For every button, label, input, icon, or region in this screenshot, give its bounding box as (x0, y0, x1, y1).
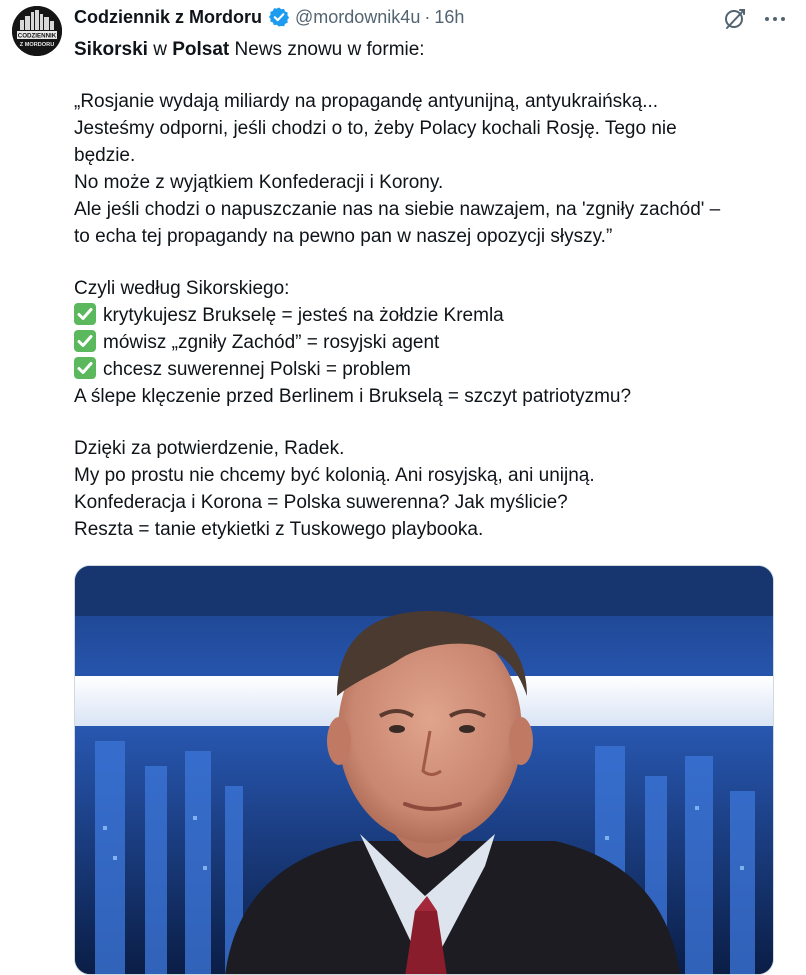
quote-line: będzie. (74, 145, 136, 166)
list-item-text: mówisz „zgniły Zachód” = rosyjski agent (103, 332, 440, 353)
tweet-header (74, 5, 464, 29)
check-mark-icon (74, 357, 96, 379)
tweet-actions (722, 6, 788, 32)
check-mark-icon (74, 303, 96, 325)
handle[interactable]: @mordownik4u (295, 6, 421, 27)
avatar-text-bottom: Z MORDORU (19, 42, 55, 48)
tweet-image[interactable] (74, 565, 774, 975)
quote-line: Jesteśmy odporni, jeśli chodzi o to, żeby Polacy kochali Rosję. Tego nie (74, 118, 677, 139)
closing-line: Reszta = tanie etykietki z Tuskowego playbooka. (74, 519, 484, 540)
closing-line: Dzięki za potwierdzenie, Radek. (74, 438, 345, 459)
avatar-text-top: CODZIENNIK (17, 32, 57, 40)
mention-sikorski: Sikorski (74, 39, 148, 60)
grok-icon[interactable] (722, 6, 748, 32)
closing-line: My po prostu nie chcemy być kolonią. Ani rosyjską, ani unijną. (74, 465, 595, 486)
quote-line: Ale jeśli chodzi o napuszczanie nas na siebie nawzajem, na 'zgniły zachód' – (74, 199, 721, 220)
quote-line: to echa tej propagandy na pewno pan w naszej opozycji słyszy.” (74, 226, 613, 247)
list-item-text: krytykujesz Brukselę = jesteś na żołdzie Kremla (103, 305, 504, 326)
intro-rest: News znowu w formie: (229, 39, 425, 60)
list-intro: Czyli według Sikorskiego: (74, 278, 290, 299)
avatar[interactable] (12, 6, 62, 56)
list-item (74, 302, 774, 329)
intro-line (74, 36, 774, 63)
more-icon[interactable] (762, 6, 788, 32)
list-item (74, 329, 774, 356)
tweet-text (74, 36, 774, 543)
verified-badge-icon[interactable] (268, 6, 290, 28)
list-item (74, 356, 774, 383)
check-mark-icon (74, 330, 96, 352)
separator: · (424, 6, 431, 27)
timestamp[interactable]: 16h (434, 6, 465, 27)
quote-line: No może z wyjątkiem Konfederacji i Korony. (74, 172, 444, 193)
mention-polsat: Polsat (172, 39, 230, 60)
list-item-text: chcesz suwerennej Polski = problem (103, 359, 411, 380)
quote-line: „Rosjanie wydają miliardy na propagandę antyunijną, antyukraińską... (74, 91, 659, 112)
closing-line: Konfederacja i Korona = Polska suwerenna? Jak myślicie? (74, 492, 568, 513)
list-outro: A ślepe klęczenie przed Berlinem i Brukselą = szczyt patriotyzmu? (74, 386, 632, 407)
intro-mid: w (147, 39, 173, 60)
display-name[interactable]: Codziennik z Mordoru (74, 6, 262, 27)
